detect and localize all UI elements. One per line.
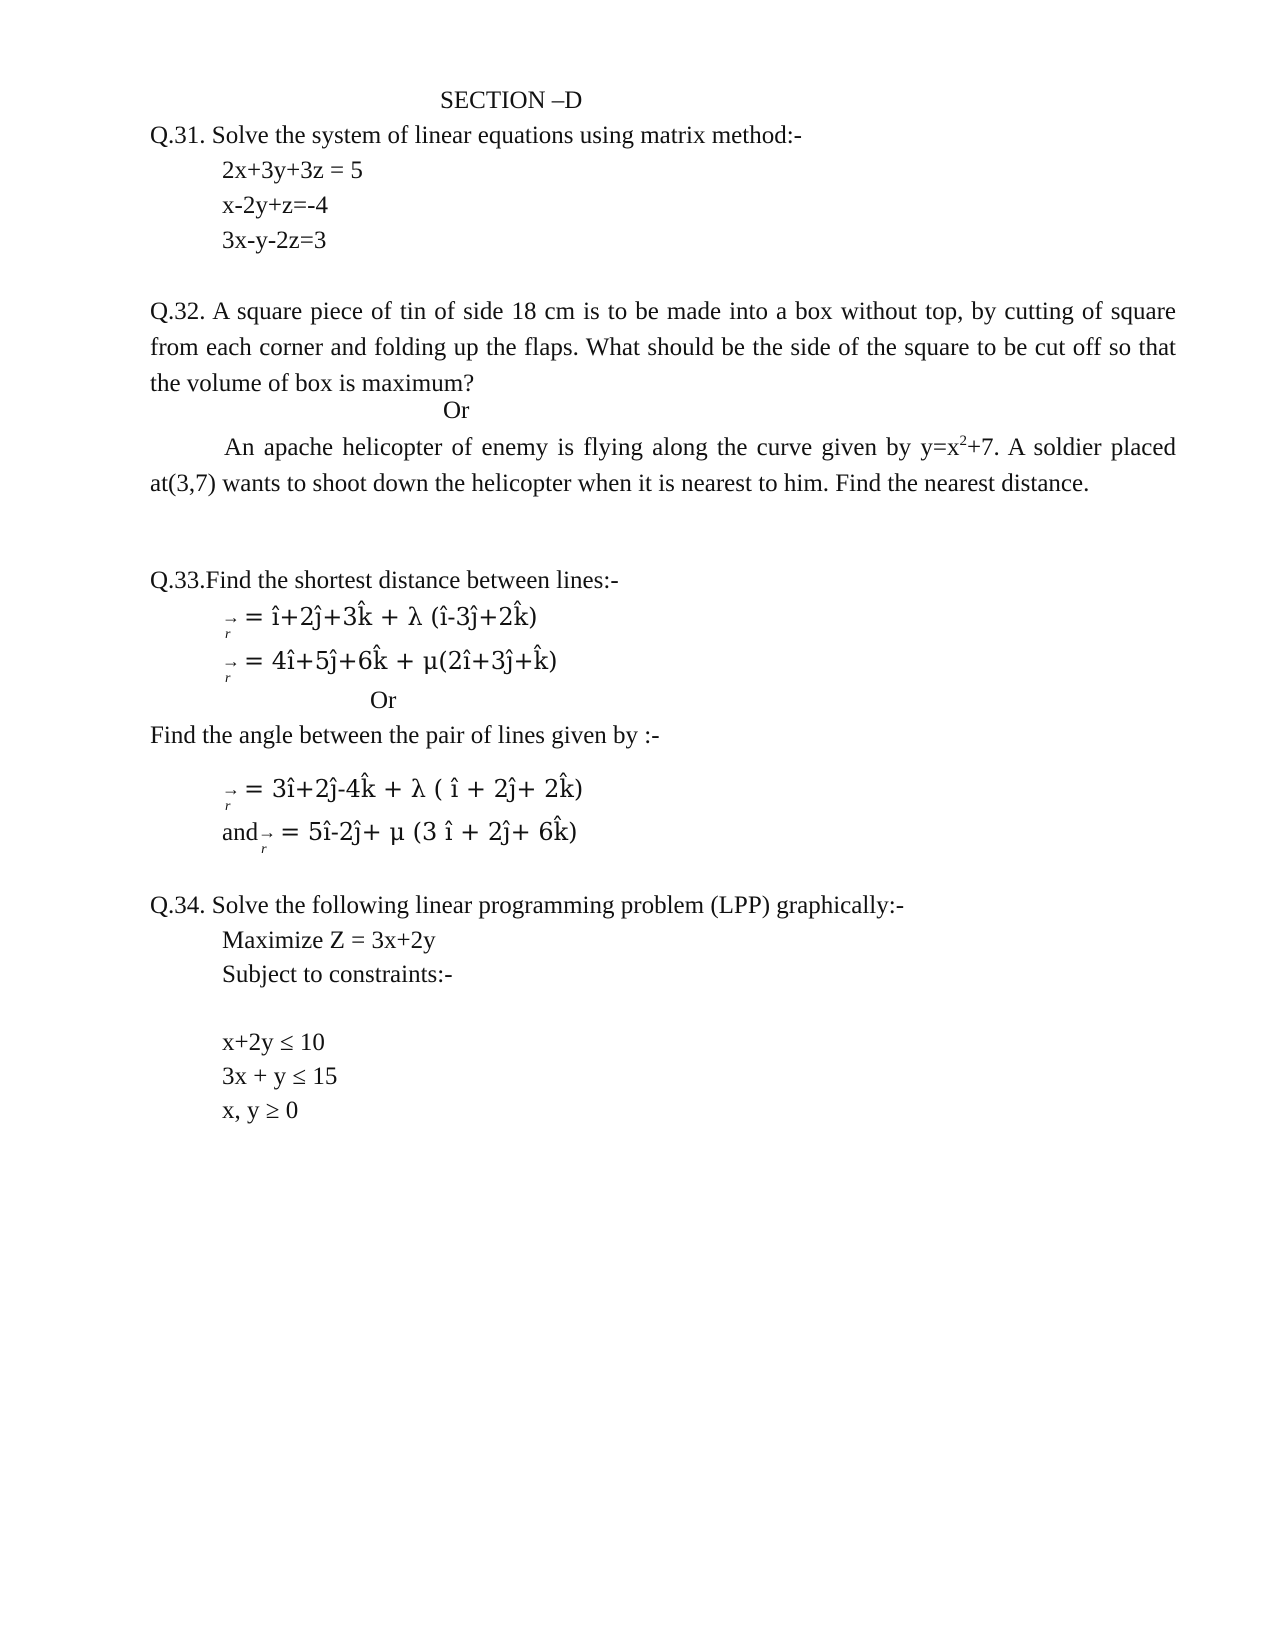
q34-constraint-3: x, y ≥ 0 xyxy=(222,1097,299,1124)
q34-objective: Maximize Z = 3x+2y xyxy=(222,927,436,954)
r-vector-symbol: → r xyxy=(222,607,240,642)
q33-line-1 xyxy=(222,600,538,642)
q32-alt-exponent: 2 xyxy=(959,433,967,449)
q33-alternative-question: Find the angle between the pair of lines given by :- xyxy=(150,722,660,749)
q33-alt-line-2-expression: = 5î-2ĵ+ μ (3 î + 2ĵ+ 6k̂) xyxy=(280,818,578,846)
q33-alt-line-2 xyxy=(222,815,578,857)
r-vector-symbol: → r xyxy=(258,822,277,857)
q33-alt-line-2-prefix: and xyxy=(222,819,259,846)
q32-question: Q.32. A square piece of tin of side 18 cm is to be made into a box without top, by cutting of square from each corner and folding up the flaps. What should be the side of the square to be cut off so that the volume of box is maximum? xyxy=(150,298,1176,397)
q33-line-2-expression: = 4î+5ĵ+6k̂ + μ(2î+3ĵ+k̂) xyxy=(244,647,558,675)
q31-equation-1: 2x+3y+3z = 5 xyxy=(222,157,363,184)
q33-line-1-expression: = î+2ĵ+3k̂ + λ (î-3ĵ+2k̂) xyxy=(244,603,538,631)
q31-equation-3: 3x-y-2z=3 xyxy=(222,227,327,254)
q34-constraint-1: x+2y ≤ 10 xyxy=(222,1029,325,1056)
q31-question: Q.31. Solve the system of linear equations using matrix method:- xyxy=(150,122,802,149)
q33-alt-line-1 xyxy=(222,772,584,814)
r-vector-symbol: → r xyxy=(222,779,240,814)
r-vector-symbol: → r xyxy=(222,651,240,686)
q34-constraints-heading: Subject to constraints:- xyxy=(222,961,453,988)
q33-or: Or xyxy=(370,687,397,714)
q34-question: Q.34. Solve the following linear programming problem (LPP) graphically:- xyxy=(150,892,905,919)
q32-alt-text-start: An apache helicopter of enemy is flying along the curve given by y=x xyxy=(224,434,960,461)
q32-alternative-question xyxy=(150,430,1176,502)
section-title: SECTION –D xyxy=(440,87,583,114)
q32-or: Or xyxy=(443,397,470,424)
q33-alt-line-1-expression: = 3î+2ĵ-4k̂ + λ ( î + 2ĵ+ 2k̂) xyxy=(244,775,584,803)
q34-constraint-2: 3x + y ≤ 15 xyxy=(222,1063,338,1090)
q32-alt-text-end: +7. A soldier placed at(3,7) wants to shoot down the helicopter when it is nearest to him. Find the nearest distance. xyxy=(150,434,1176,497)
q33-question: Q.33.Find the shortest distance between lines:- xyxy=(150,567,619,594)
q31-equation-2: x-2y+z=-4 xyxy=(222,192,328,219)
q33-line-2 xyxy=(222,644,558,686)
